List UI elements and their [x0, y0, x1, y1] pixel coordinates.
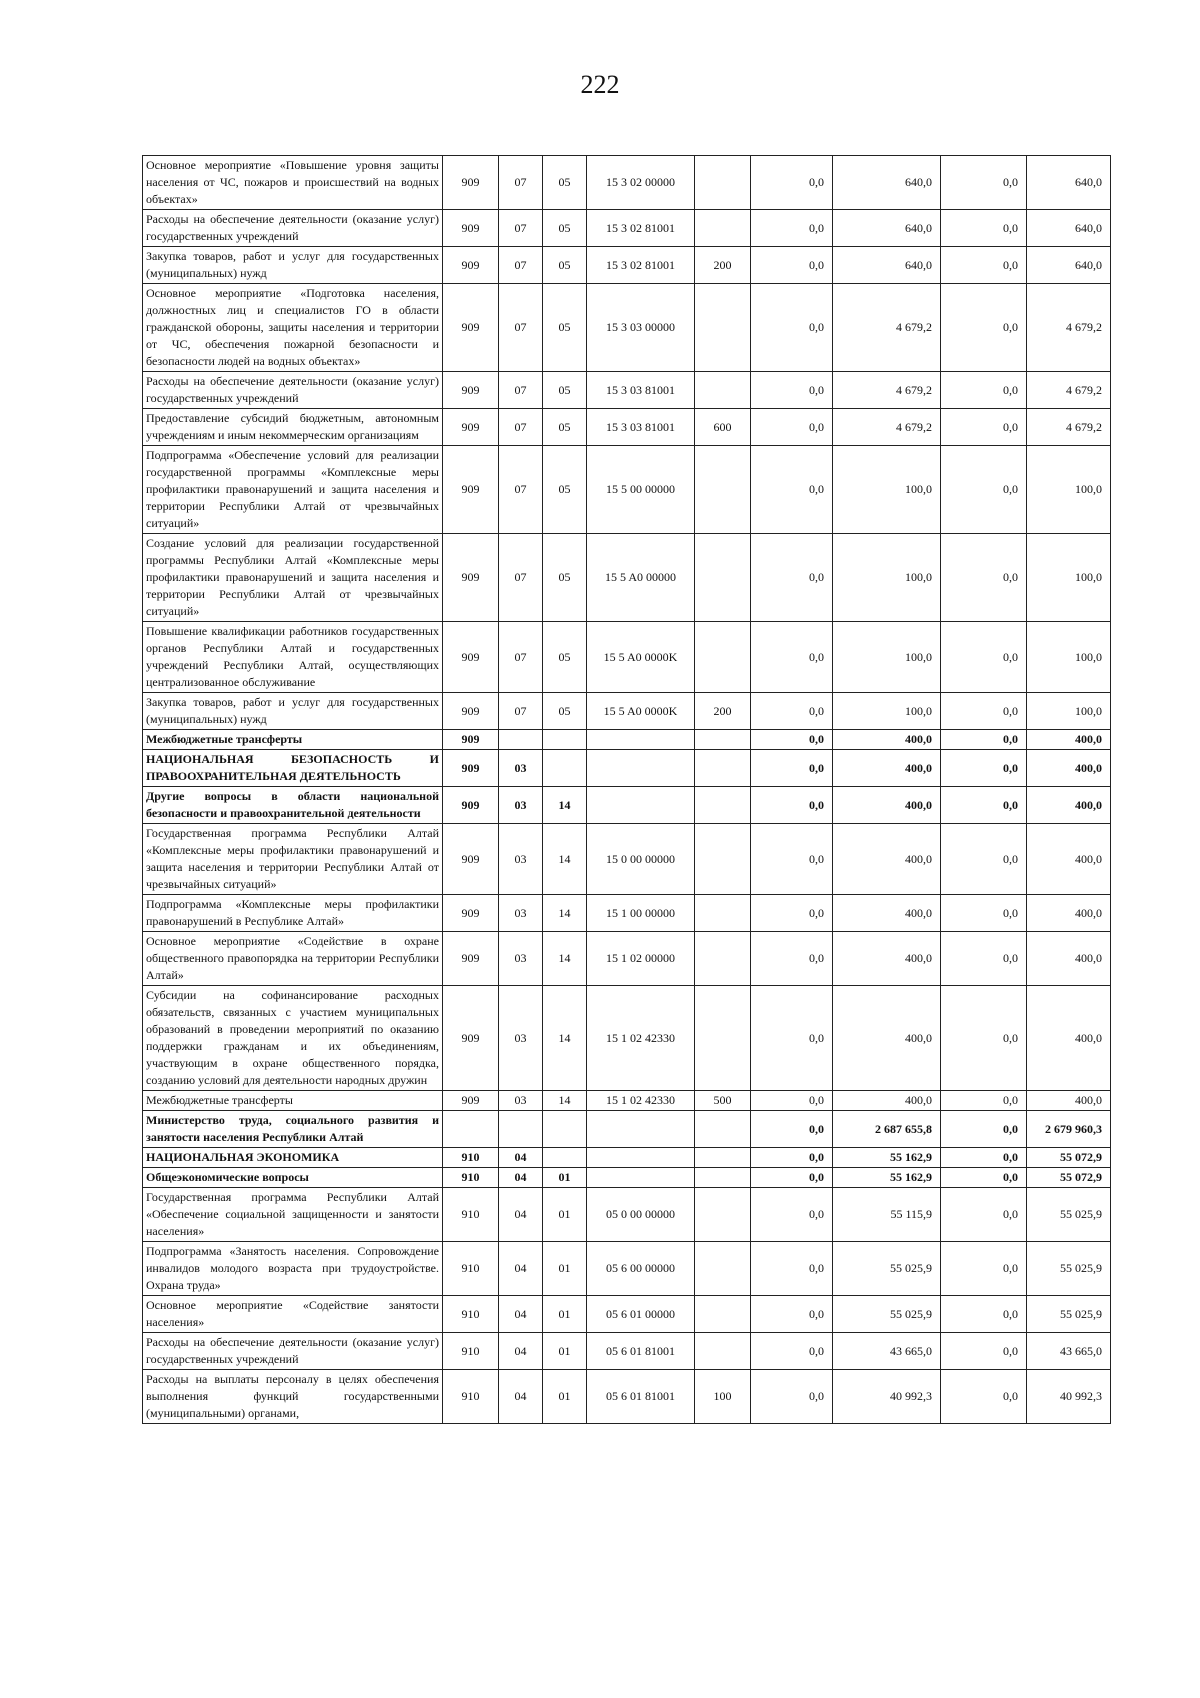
row-value-4-cell: 100,0 [1027, 622, 1111, 693]
row-subsection-cell: 14 [543, 932, 587, 986]
row-value-4-cell: 40 992,3 [1027, 1370, 1111, 1424]
table-row [143, 824, 1111, 895]
row-value-3-cell: 0,0 [941, 210, 1027, 247]
table-row [143, 446, 1111, 534]
table-row [143, 284, 1111, 372]
row-value-4-cell: 640,0 [1027, 210, 1111, 247]
table-row [143, 247, 1111, 284]
row-value-2-cell: 4 679,2 [833, 372, 941, 409]
row-value-1-cell: 0,0 [751, 895, 833, 932]
row-value-1-cell: 0,0 [751, 622, 833, 693]
row-grbs-cell: 909 [443, 824, 499, 895]
row-subsection-cell: 05 [543, 693, 587, 730]
row-value-4-cell: 55 072,9 [1027, 1168, 1111, 1188]
row-name-cell: Расходы на обеспечение деятельности (оказание услуг) государственных учреждений [143, 372, 443, 409]
row-section-cell: 07 [499, 247, 543, 284]
row-section-cell: 03 [499, 1091, 543, 1111]
row-subsection-cell: 05 [543, 284, 587, 372]
table-row [143, 1111, 1111, 1148]
row-section-cell: 07 [499, 409, 543, 446]
row-target-code-cell: 15 5 A0 0000K [587, 693, 695, 730]
row-value-4-cell: 43 665,0 [1027, 1333, 1111, 1370]
row-value-2-cell: 400,0 [833, 1091, 941, 1111]
row-subsection-cell [543, 750, 587, 787]
row-value-1-cell: 0,0 [751, 372, 833, 409]
row-value-3-cell: 0,0 [941, 1333, 1027, 1370]
row-section-cell: 07 [499, 622, 543, 693]
row-subsection-cell: 05 [543, 372, 587, 409]
row-subsection-cell: 01 [543, 1242, 587, 1296]
row-value-1-cell: 0,0 [751, 1370, 833, 1424]
row-name-cell: Субсидии на софинансирование расходных обязательств, связанных с участием муниципальных образований в проведении мероприятий по оказанию поддержки гражданам и их объединениям, участвующим в охране общественного порядка, созданию условий для деятельности народных дружин [143, 986, 443, 1091]
row-value-2-cell: 400,0 [833, 787, 941, 824]
row-subsection-cell: 05 [543, 210, 587, 247]
row-name-cell: Расходы на выплаты персоналу в целях обеспечения выполнения функций государственными (муниципальными) органами, [143, 1370, 443, 1424]
row-name-cell: Межбюджетные трансферты [143, 1091, 443, 1111]
row-section-cell: 03 [499, 932, 543, 986]
row-value-3-cell: 0,0 [941, 693, 1027, 730]
row-grbs-cell: 910 [443, 1296, 499, 1333]
row-expense-type-cell [695, 372, 751, 409]
row-grbs-cell: 910 [443, 1148, 499, 1168]
row-value-1-cell: 0,0 [751, 1168, 833, 1188]
row-value-4-cell: 400,0 [1027, 730, 1111, 750]
row-section-cell: 04 [499, 1296, 543, 1333]
row-value-3-cell: 0,0 [941, 932, 1027, 986]
table-row [143, 210, 1111, 247]
row-expense-type-cell [695, 787, 751, 824]
table-row [143, 730, 1111, 750]
row-expense-type-cell: 200 [695, 693, 751, 730]
row-grbs-cell: 910 [443, 1188, 499, 1242]
row-value-1-cell: 0,0 [751, 1091, 833, 1111]
row-value-1-cell: 0,0 [751, 730, 833, 750]
row-grbs-cell: 909 [443, 284, 499, 372]
row-value-3-cell: 0,0 [941, 284, 1027, 372]
row-value-3-cell: 0,0 [941, 1242, 1027, 1296]
row-value-1-cell: 0,0 [751, 932, 833, 986]
row-section-cell: 07 [499, 693, 543, 730]
row-value-2-cell: 640,0 [833, 210, 941, 247]
row-grbs-cell [443, 1111, 499, 1148]
row-value-4-cell: 400,0 [1027, 824, 1111, 895]
table-row [143, 1091, 1111, 1111]
row-grbs-cell: 909 [443, 1091, 499, 1111]
row-section-cell: 04 [499, 1370, 543, 1424]
row-target-code-cell: 15 1 00 00000 [587, 895, 695, 932]
row-subsection-cell: 01 [543, 1188, 587, 1242]
row-grbs-cell: 909 [443, 534, 499, 622]
row-section-cell [499, 730, 543, 750]
row-grbs-cell: 910 [443, 1168, 499, 1188]
row-target-code-cell: 15 0 00 00000 [587, 824, 695, 895]
row-value-2-cell: 55 115,9 [833, 1188, 941, 1242]
table-row [143, 1333, 1111, 1370]
row-value-2-cell: 4 679,2 [833, 409, 941, 446]
row-value-2-cell: 4 679,2 [833, 284, 941, 372]
row-value-3-cell: 0,0 [941, 1296, 1027, 1333]
row-value-1-cell: 0,0 [751, 1148, 833, 1168]
row-value-2-cell: 640,0 [833, 247, 941, 284]
row-expense-type-cell [695, 1111, 751, 1148]
row-target-code-cell: 15 3 03 81001 [587, 409, 695, 446]
row-target-code-cell: 15 5 00 00000 [587, 446, 695, 534]
row-value-1-cell: 0,0 [751, 409, 833, 446]
row-expense-type-cell [695, 986, 751, 1091]
row-subsection-cell: 01 [543, 1333, 587, 1370]
row-expense-type-cell [695, 1333, 751, 1370]
row-grbs-cell: 910 [443, 1370, 499, 1424]
row-expense-type-cell [695, 730, 751, 750]
row-name-cell: НАЦИОНАЛЬНАЯ ЭКОНОМИКА [143, 1148, 443, 1168]
row-target-code-cell [587, 1168, 695, 1188]
row-value-3-cell: 0,0 [941, 372, 1027, 409]
row-value-1-cell: 0,0 [751, 1333, 833, 1370]
row-subsection-cell: 05 [543, 409, 587, 446]
row-section-cell: 04 [499, 1188, 543, 1242]
row-grbs-cell: 909 [443, 247, 499, 284]
row-value-3-cell: 0,0 [941, 1168, 1027, 1188]
row-expense-type-cell [695, 824, 751, 895]
row-name-cell: Основное мероприятие «Содействие в охране общественного правопорядка на территории Республики Алтай» [143, 932, 443, 986]
row-value-3-cell: 0,0 [941, 446, 1027, 534]
row-value-4-cell: 640,0 [1027, 247, 1111, 284]
row-value-2-cell: 55 162,9 [833, 1148, 941, 1168]
row-name-cell: Межбюджетные трансферты [143, 730, 443, 750]
row-value-1-cell: 0,0 [751, 247, 833, 284]
row-section-cell: 07 [499, 534, 543, 622]
row-value-2-cell: 400,0 [833, 986, 941, 1091]
row-section-cell: 07 [499, 372, 543, 409]
row-value-2-cell: 400,0 [833, 824, 941, 895]
row-target-code-cell: 15 5 A0 0000K [587, 622, 695, 693]
row-value-3-cell: 0,0 [941, 1111, 1027, 1148]
row-target-code-cell [587, 730, 695, 750]
row-value-4-cell: 55 025,9 [1027, 1296, 1111, 1333]
row-target-code-cell: 15 3 02 81001 [587, 210, 695, 247]
row-expense-type-cell [695, 750, 751, 787]
row-grbs-cell: 909 [443, 372, 499, 409]
row-value-4-cell: 400,0 [1027, 932, 1111, 986]
page-number: 222 [580, 70, 620, 99]
table-row [143, 750, 1111, 787]
row-target-code-cell: 15 1 02 42330 [587, 1091, 695, 1111]
row-value-1-cell: 0,0 [751, 1296, 833, 1333]
row-expense-type-cell [695, 534, 751, 622]
row-section-cell: 04 [499, 1242, 543, 1296]
row-value-1-cell: 0,0 [751, 210, 833, 247]
table-row [143, 1148, 1111, 1168]
table-row [143, 1188, 1111, 1242]
row-value-3-cell: 0,0 [941, 409, 1027, 446]
table-row [143, 787, 1111, 824]
row-subsection-cell [543, 1111, 587, 1148]
row-value-3-cell: 0,0 [941, 156, 1027, 210]
row-value-3-cell: 0,0 [941, 986, 1027, 1091]
row-value-2-cell: 100,0 [833, 622, 941, 693]
row-grbs-cell: 909 [443, 622, 499, 693]
row-target-code-cell: 05 6 01 00000 [587, 1296, 695, 1333]
row-value-2-cell: 43 665,0 [833, 1333, 941, 1370]
row-value-1-cell: 0,0 [751, 750, 833, 787]
row-grbs-cell: 909 [443, 895, 499, 932]
row-subsection-cell: 05 [543, 622, 587, 693]
row-subsection-cell: 14 [543, 1091, 587, 1111]
row-value-4-cell: 55 025,9 [1027, 1188, 1111, 1242]
row-section-cell: 07 [499, 210, 543, 247]
row-expense-type-cell [695, 622, 751, 693]
row-expense-type-cell [695, 1242, 751, 1296]
row-name-cell: Основное мероприятие «Повышение уровня защиты населения от ЧС, пожаров и происшествий на водных объектах» [143, 156, 443, 210]
row-name-cell: Расходы на обеспечение деятельности (оказание услуг) государственных учреждений [143, 210, 443, 247]
row-target-code-cell: 15 3 02 81001 [587, 247, 695, 284]
row-value-3-cell: 0,0 [941, 1091, 1027, 1111]
row-name-cell: Закупка товаров, работ и услуг для государственных (муниципальных) нужд [143, 247, 443, 284]
row-name-cell: Государственная программа Республики Алтай «Комплексные меры профилактики правонарушений и защита населения и территории Республики Алтай от чрезвычайных ситуаций» [143, 824, 443, 895]
row-target-code-cell: 15 1 02 42330 [587, 986, 695, 1091]
row-value-4-cell: 400,0 [1027, 986, 1111, 1091]
table-row [143, 622, 1111, 693]
row-value-4-cell: 4 679,2 [1027, 409, 1111, 446]
row-section-cell [499, 1111, 543, 1148]
table-row [143, 895, 1111, 932]
row-grbs-cell: 909 [443, 750, 499, 787]
row-grbs-cell: 910 [443, 1242, 499, 1296]
row-target-code-cell [587, 750, 695, 787]
row-expense-type-cell [695, 156, 751, 210]
row-value-1-cell: 0,0 [751, 787, 833, 824]
row-section-cell: 07 [499, 284, 543, 372]
row-name-cell: Министерство труда, социального развития и занятости населения Республики Алтай [143, 1111, 443, 1148]
row-grbs-cell: 909 [443, 932, 499, 986]
row-value-2-cell: 100,0 [833, 446, 941, 534]
row-value-3-cell: 0,0 [941, 750, 1027, 787]
row-subsection-cell: 01 [543, 1168, 587, 1188]
row-subsection-cell: 05 [543, 446, 587, 534]
row-section-cell: 03 [499, 824, 543, 895]
table-row [143, 409, 1111, 446]
row-subsection-cell: 05 [543, 247, 587, 284]
table-row [143, 986, 1111, 1091]
row-expense-type-cell: 500 [695, 1091, 751, 1111]
row-value-4-cell: 400,0 [1027, 1091, 1111, 1111]
row-expense-type-cell [695, 895, 751, 932]
row-value-1-cell: 0,0 [751, 284, 833, 372]
row-name-cell: Подпрограмма «Обеспечение условий для реализации государственной программы «Комплексные меры профилактики правонарушений и защита населения и территории Республики Алтай от чрезвычайных ситуаций» [143, 446, 443, 534]
budget-table [142, 155, 1111, 1424]
table-row [143, 1370, 1111, 1424]
row-grbs-cell: 909 [443, 693, 499, 730]
row-value-2-cell: 100,0 [833, 693, 941, 730]
row-value-1-cell: 0,0 [751, 446, 833, 534]
row-grbs-cell: 909 [443, 787, 499, 824]
row-expense-type-cell [695, 1148, 751, 1168]
row-grbs-cell: 909 [443, 210, 499, 247]
row-value-2-cell: 55 025,9 [833, 1296, 941, 1333]
row-name-cell: Предоставление субсидий бюджетным, автономным учреждениям и иным некоммерческим организациям [143, 409, 443, 446]
row-name-cell: Основное мероприятие «Содействие занятости населения» [143, 1296, 443, 1333]
row-expense-type-cell [695, 1296, 751, 1333]
row-expense-type-cell [695, 284, 751, 372]
row-target-code-cell [587, 1148, 695, 1168]
row-value-4-cell: 100,0 [1027, 534, 1111, 622]
row-value-4-cell: 2 679 960,3 [1027, 1111, 1111, 1148]
row-value-3-cell: 0,0 [941, 787, 1027, 824]
row-value-2-cell: 40 992,3 [833, 1370, 941, 1424]
row-expense-type-cell [695, 1188, 751, 1242]
row-subsection-cell [543, 730, 587, 750]
row-grbs-cell: 909 [443, 156, 499, 210]
row-value-1-cell: 0,0 [751, 693, 833, 730]
row-value-4-cell: 100,0 [1027, 693, 1111, 730]
row-section-cell: 07 [499, 156, 543, 210]
row-value-2-cell: 640,0 [833, 156, 941, 210]
row-target-code-cell: 05 6 01 81001 [587, 1370, 695, 1424]
row-value-4-cell: 400,0 [1027, 787, 1111, 824]
row-value-1-cell: 0,0 [751, 156, 833, 210]
row-value-4-cell: 4 679,2 [1027, 372, 1111, 409]
row-subsection-cell: 14 [543, 986, 587, 1091]
row-section-cell: 07 [499, 446, 543, 534]
row-name-cell: Закупка товаров, работ и услуг для государственных (муниципальных) нужд [143, 693, 443, 730]
row-target-code-cell: 15 5 A0 00000 [587, 534, 695, 622]
row-value-2-cell: 55 025,9 [833, 1242, 941, 1296]
row-target-code-cell: 15 3 02 00000 [587, 156, 695, 210]
row-subsection-cell: 14 [543, 787, 587, 824]
row-target-code-cell: 05 6 00 00000 [587, 1242, 695, 1296]
row-value-1-cell: 0,0 [751, 1242, 833, 1296]
row-target-code-cell: 15 3 03 00000 [587, 284, 695, 372]
row-value-3-cell: 0,0 [941, 895, 1027, 932]
row-name-cell: Подпрограмма «Занятость населения. Сопровождение инвалидов молодого возраста при трудоустройстве. Охрана труда» [143, 1242, 443, 1296]
row-name-cell: Расходы на обеспечение деятельности (оказание услуг) государственных учреждений [143, 1333, 443, 1370]
row-section-cell: 03 [499, 750, 543, 787]
row-section-cell: 03 [499, 895, 543, 932]
row-grbs-cell: 910 [443, 1333, 499, 1370]
row-value-1-cell: 0,0 [751, 1111, 833, 1148]
row-value-4-cell: 55 072,9 [1027, 1148, 1111, 1168]
row-value-3-cell: 0,0 [941, 1148, 1027, 1168]
row-value-3-cell: 0,0 [941, 1370, 1027, 1424]
row-value-1-cell: 0,0 [751, 534, 833, 622]
row-grbs-cell: 909 [443, 986, 499, 1091]
row-value-2-cell: 55 162,9 [833, 1168, 941, 1188]
row-name-cell: НАЦИОНАЛЬНАЯ БЕЗОПАСНОСТЬ И ПРАВООХРАНИТЕЛЬНАЯ ДЕЯТЕЛЬНОСТЬ [143, 750, 443, 787]
row-value-4-cell: 100,0 [1027, 446, 1111, 534]
row-value-4-cell: 55 025,9 [1027, 1242, 1111, 1296]
row-name-cell: Общеэкономические вопросы [143, 1168, 443, 1188]
row-value-4-cell: 640,0 [1027, 156, 1111, 210]
row-value-1-cell: 0,0 [751, 1188, 833, 1242]
row-expense-type-cell: 100 [695, 1370, 751, 1424]
row-section-cell: 04 [499, 1333, 543, 1370]
row-target-code-cell: 05 6 01 81001 [587, 1333, 695, 1370]
row-value-2-cell: 400,0 [833, 750, 941, 787]
row-target-code-cell: 15 1 02 00000 [587, 932, 695, 986]
row-name-cell: Государственная программа Республики Алтай «Обеспечение социальной защищенности и занятости населения» [143, 1188, 443, 1242]
row-expense-type-cell: 200 [695, 247, 751, 284]
row-value-2-cell: 2 687 655,8 [833, 1111, 941, 1148]
row-value-4-cell: 4 679,2 [1027, 284, 1111, 372]
table-row [143, 693, 1111, 730]
row-subsection-cell: 01 [543, 1296, 587, 1333]
table-row [143, 372, 1111, 409]
row-name-cell: Другие вопросы в области национальной безопасности и правоохранительной деятельности [143, 787, 443, 824]
row-value-1-cell: 0,0 [751, 824, 833, 895]
row-subsection-cell: 14 [543, 895, 587, 932]
row-name-cell: Основное мероприятие «Подготовка населения, должностных лиц и специалистов ГО в области гражданской обороны, защиты населения и территории от ЧС, обеспечения пожарной безопасности и безопасности людей на водных объектах» [143, 284, 443, 372]
row-value-3-cell: 0,0 [941, 247, 1027, 284]
row-expense-type-cell [695, 1168, 751, 1188]
row-subsection-cell: 05 [543, 534, 587, 622]
row-value-2-cell: 400,0 [833, 730, 941, 750]
row-expense-type-cell: 600 [695, 409, 751, 446]
row-value-3-cell: 0,0 [941, 534, 1027, 622]
row-value-3-cell: 0,0 [941, 824, 1027, 895]
row-value-2-cell: 400,0 [833, 895, 941, 932]
row-value-3-cell: 0,0 [941, 730, 1027, 750]
row-grbs-cell: 909 [443, 730, 499, 750]
row-target-code-cell: 15 3 03 81001 [587, 372, 695, 409]
table-row [143, 1242, 1111, 1296]
row-value-3-cell: 0,0 [941, 1188, 1027, 1242]
row-value-3-cell: 0,0 [941, 622, 1027, 693]
row-value-1-cell: 0,0 [751, 986, 833, 1091]
row-value-2-cell: 100,0 [833, 534, 941, 622]
row-expense-type-cell [695, 446, 751, 534]
row-expense-type-cell [695, 932, 751, 986]
row-value-4-cell: 400,0 [1027, 895, 1111, 932]
row-target-code-cell [587, 787, 695, 824]
row-name-cell: Повышение квалификации работников государственных органов Республики Алтай и государственных учреждений Республики Алтай, осуществляющих централизованное обслуживание [143, 622, 443, 693]
row-target-code-cell: 05 0 00 00000 [587, 1188, 695, 1242]
row-name-cell: Подпрограмма «Комплексные меры профилактики правонарушений в Республике Алтай» [143, 895, 443, 932]
row-name-cell: Создание условий для реализации государственной программы Республики Алтай «Комплексные меры профилактики правонарушений и защита населения и территории Республики Алтай от чрезвычайных ситуаций» [143, 534, 443, 622]
row-subsection-cell: 01 [543, 1370, 587, 1424]
row-section-cell: 03 [499, 986, 543, 1091]
table-row [143, 156, 1111, 210]
row-section-cell: 04 [499, 1168, 543, 1188]
table-row [143, 932, 1111, 986]
row-grbs-cell: 909 [443, 409, 499, 446]
table-row [143, 534, 1111, 622]
row-target-code-cell [587, 1111, 695, 1148]
table-row [143, 1296, 1111, 1333]
row-value-4-cell: 400,0 [1027, 750, 1111, 787]
row-section-cell: 04 [499, 1148, 543, 1168]
row-section-cell: 03 [499, 787, 543, 824]
row-subsection-cell: 14 [543, 824, 587, 895]
row-value-2-cell: 400,0 [833, 932, 941, 986]
row-subsection-cell: 05 [543, 156, 587, 210]
row-grbs-cell: 909 [443, 446, 499, 534]
row-expense-type-cell [695, 210, 751, 247]
table-row [143, 1168, 1111, 1188]
row-subsection-cell [543, 1148, 587, 1168]
